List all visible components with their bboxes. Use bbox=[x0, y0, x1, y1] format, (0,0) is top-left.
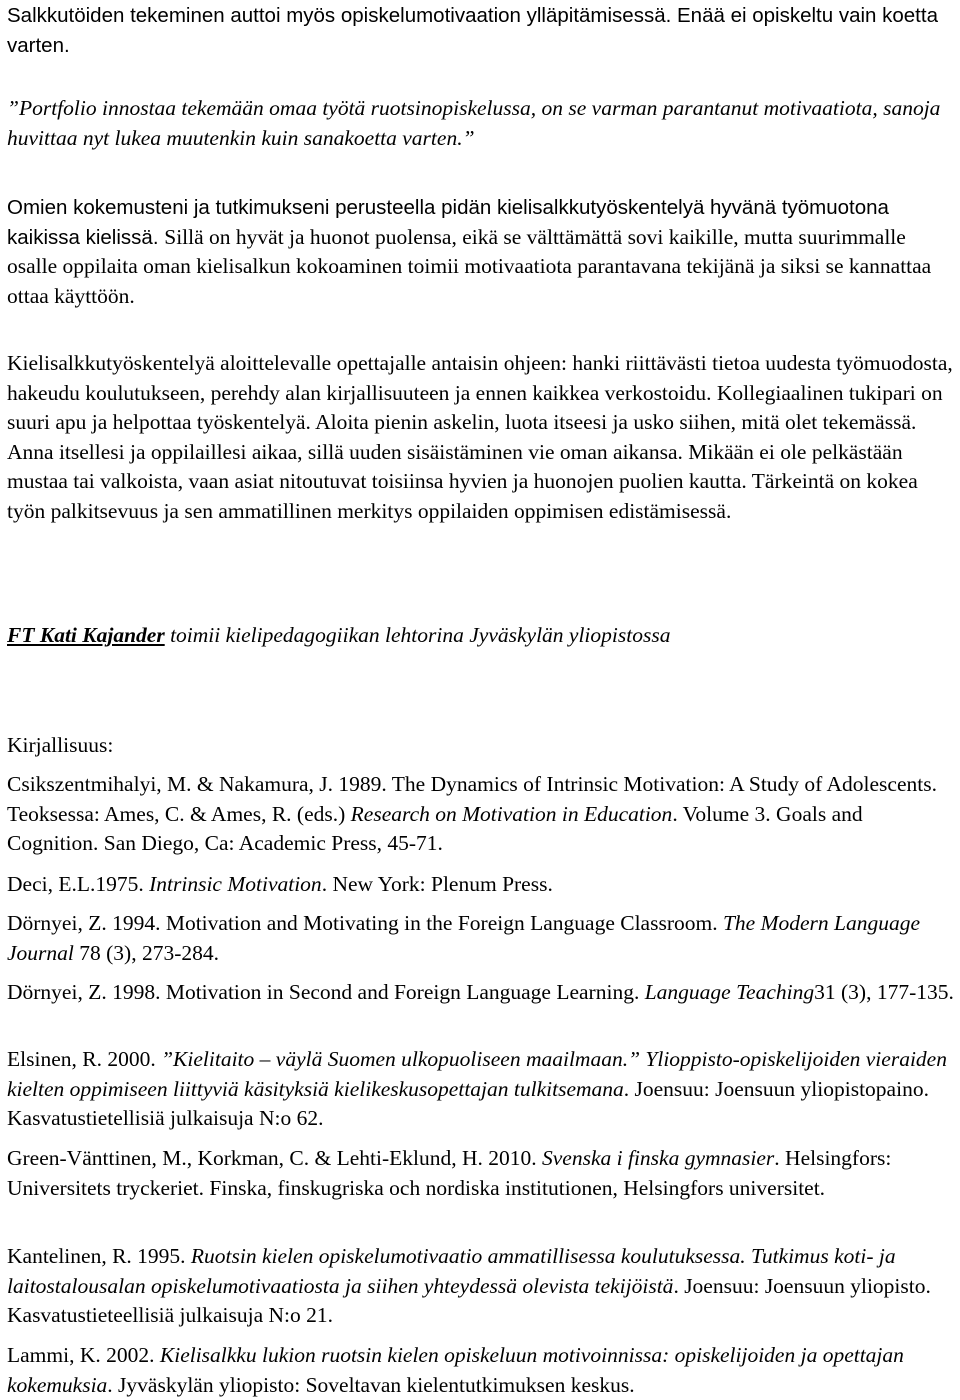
author-name: FT Kati Kajander bbox=[7, 623, 165, 647]
reference-title: ”Kielitaito – väylä Suomen ulkopuoliseen maailmaan.” Ylioppisto-opiskelijoiden vieraiden kielten oppimiseen liittyviä käsityksiä kielikeskusopettajan tulkitsemana bbox=[7, 1047, 947, 1101]
paragraph-advice bbox=[7, 349, 957, 526]
literature-heading: Kirjallisuus: bbox=[7, 733, 114, 757]
advice-sentence-1: Kielisalkkutyöskentelyä aloittelevalle opettajalle antaisin ohjeen: hanki riittävästi tietoa uudesta työmuodosta, hakeudu koulutukseen, perehdy alan kirjallisuuteen ja ennen kaikkea verkostoidu. bbox=[7, 351, 953, 405]
reference-item bbox=[7, 909, 957, 968]
reference-item bbox=[7, 870, 957, 900]
reference-title: The Modern Language Journal bbox=[7, 911, 921, 965]
reference-text: Green-Vänttinen, M., Korkman, C. & Lehti-Eklund, H. 2010. bbox=[7, 1146, 543, 1170]
reference-text: . Joensuu: Joensuun yliopisto. Kasvatustieteellisiä julkaisuja N:o 21. bbox=[7, 1273, 931, 1327]
reference-text: . Volume 3. Goals and Cognition. San Diego, Ca: Academic Press, 45-71. bbox=[7, 801, 863, 855]
reference-title: Language Teaching bbox=[644, 980, 815, 1004]
reference-text: Elsinen, R. 2000. bbox=[7, 1047, 162, 1071]
conclusion-sentence-2: Sillä on hyvät ja huonot puolensa, eikä se välttämättä sovi kaikille, mutta suurimmalle osalle oppilaita oman kielisalkun kokoaminen toimii motivaatiota parantavana tekijänä ja siksi se kannattaa ottaa käyttöön. bbox=[7, 224, 932, 308]
paragraph-conclusion bbox=[7, 193, 957, 311]
reference-item bbox=[7, 770, 957, 859]
advice-sentence-2: Kollegiaalinen tukipari on suuri apu ja helpottaa työskentelyä. Aloita pienin askelin, luota itseesi ja usko siihen, mitä olet tekemässä. Anna itsellesi ja oppilaillesi aikaa, sillä uuden sisäistäminen vie oman aikansa. Mikään ei ole pelkästään mustaa tai valkoista, vaan asiat nitoutuvat toisiinsa hyvien ja huonojen puolien kautta. Tärkeintä on kokea työn palkitsevuus ja sen ammatillinen merkitys oppilaiden oppimisen edistämisessä. bbox=[7, 380, 943, 523]
reference-text: 78 (3), 273-284. bbox=[73, 940, 219, 965]
reference-text: Dörnyei, Z. 1994. Motivation and Motivating in the Foreign Language Classroom. bbox=[7, 911, 723, 935]
reference-title: Ruotsin kielen opiskelumotivaatio ammatillisessa koulutuksessa. Tutkimus koti- ja laitostalousalan opiskelumotivaatiosta ja siihen yhteydessä olevista tekijöistä bbox=[7, 1244, 896, 1298]
reference-text: Csikszentmihalyi, M. & Nakamura, J. 1989. The Dynamics of Intrinsic Motivation: A Study of Adolescents. Teoksessa: Ames, C. & Ames, R. (eds.) bbox=[7, 772, 937, 826]
reference-item bbox=[7, 978, 957, 1008]
reference-text: . Helsingfors: Universitets tryckeriet. Finska, finskugriska och nordiska institutionen, Helsingfors universitet. bbox=[7, 1146, 892, 1200]
reference-title: Kielisalkku lukion ruotsin kielen opiskeluun motivoinnissa: opiskelijoiden ja opettajan kokemuksia bbox=[7, 1343, 904, 1397]
student-quote: ”Portfolio innostaa tekemään omaa työtä ruotsinopiskelussa, on se varman parantanut motivaatiota, sanoja huvittaa nyt lukea muutenkin kuin sanakoetta varten.” bbox=[7, 96, 941, 150]
reference-title: Research on Motivation in Education bbox=[350, 801, 673, 826]
reference-text: . New York: Plenum Press. bbox=[321, 872, 553, 896]
reference-text: Dörnyei, Z. 1998. Motivation in Second and Foreign Language Learning. bbox=[7, 980, 645, 1004]
reference-item bbox=[7, 1045, 957, 1134]
author-description: toimii kielipedagogiikan lehtorina Jyväskylän yliopistossa bbox=[164, 623, 671, 647]
paragraph-motivation: Salkkutöiden tekeminen auttoi myös opiskelumotivaation ylläpitämisessä. Enää ei opiskeltu vain koetta varten. bbox=[7, 4, 938, 57]
reference-title: Svenska i finska gymnasier bbox=[542, 1146, 775, 1170]
reference-item bbox=[7, 1242, 957, 1331]
reference-text: Kantelinen, R. 1995. bbox=[7, 1244, 191, 1268]
reference-text: Deci, E.L.1975. bbox=[7, 872, 150, 896]
author-note bbox=[7, 621, 957, 651]
reference-item bbox=[7, 1341, 957, 1400]
reference-text: . Joensuu: Joensuun yliopistopaino. Kasvatustietellisiä julkaisuja N:o 62. bbox=[7, 1076, 929, 1130]
reference-title: Intrinsic Motivation bbox=[149, 872, 322, 896]
reference-text: . Jyväskylän yliopisto: Soveltavan kielentutkimuksen keskus. bbox=[107, 1372, 635, 1397]
reference-text: 31 (3), 177-135. bbox=[814, 980, 954, 1004]
reference-item bbox=[7, 1144, 957, 1203]
conclusion-sentence-1: Omien kokemusteni ja tutkimukseni perusteella pidän kielisalkkutyöskentelyä hyvänä työmuotona kaikissa kielissä. bbox=[7, 196, 889, 249]
reference-text: Lammi, K. 2002. bbox=[7, 1343, 160, 1367]
